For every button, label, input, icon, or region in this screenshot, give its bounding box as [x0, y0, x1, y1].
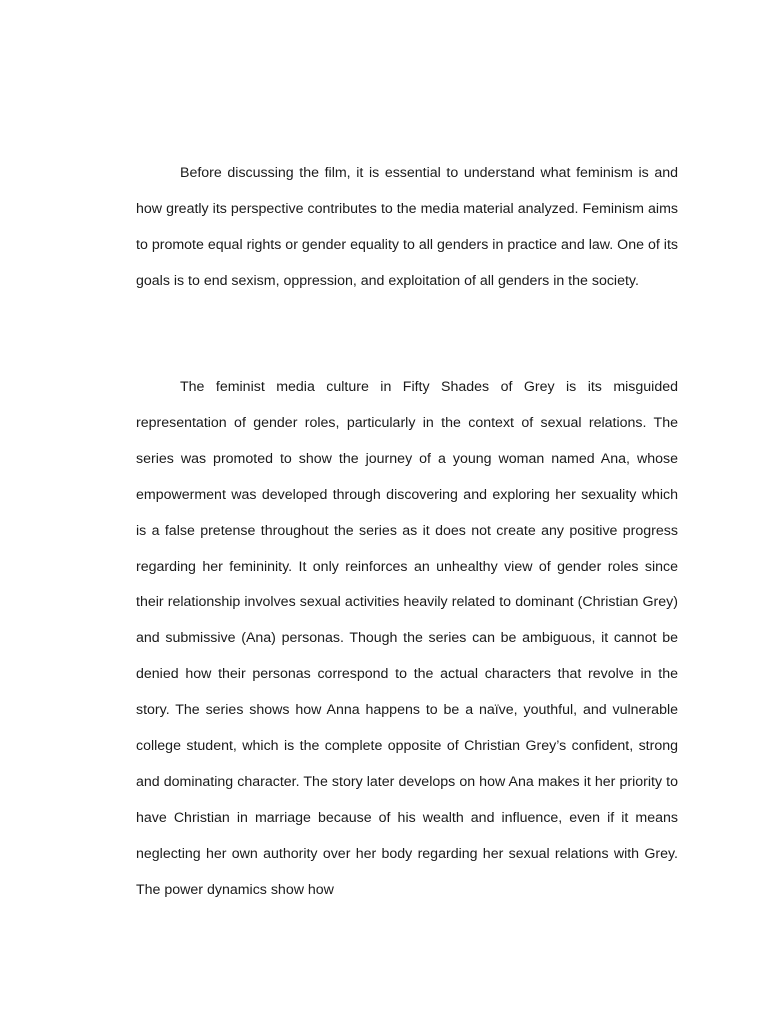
- paragraph-feminism-definition: Before discussing the film, it is essential to understand what feminism is and how greatly its perspective contributes to the media material analyzed. Feminism aims to promote equal rights or gender equality to all genders in practice and law. One of its goals is to end sexism, oppression, and exploitation of all genders in the society.: [136, 165, 678, 289]
- paragraph-fifty-shades-analysis: The feminist media culture in Fifty Shades of Grey is its misguided representation of gender roles, particularly in the context of sexual relations. The series was promoted to show the journey of a young woman named Ana, whose empowerment was developed through discovering and exploring her sexuality which is a false pretense throughout the series as it does not create any positive progress regarding her femininity. It only reinforces an unhealthy view of gender roles since their relationship involves sexual activities heavily related to dominant (Christian Grey) and submissive (Ana) personas. Though the series can be ambiguous, it cannot be denied how their personas correspond to the actual characters that revolve in the story. The series shows how Anna happens to be a naïve, youthful, and vulnerable college student, which is the complete opposite of Christian Grey’s confident, strong and dominating character. The story later develops on how Ana makes it her priority to have Christian in marriage because of his wealth and influence, even if it means neglecting her own authority over her body regarding her sexual relations with Grey. The power dynamics show how: [136, 379, 678, 898]
